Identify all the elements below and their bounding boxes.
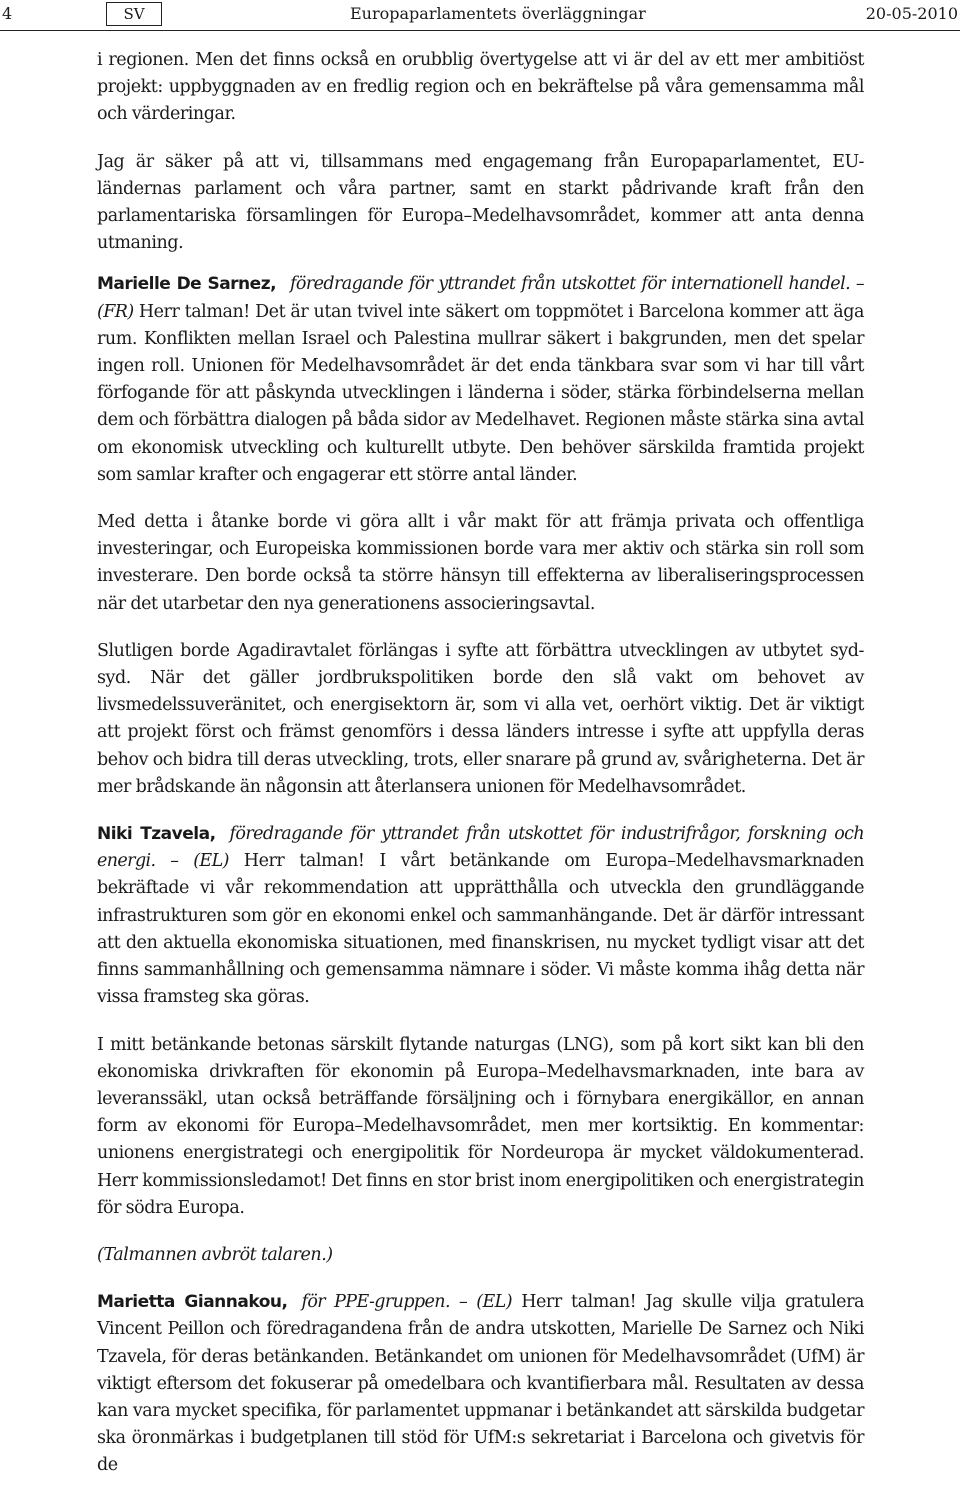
paragraph-text: i regionen. Men det finns också en orubblig övertygelse att vi är del av ett mer ambitiöst projekt: uppbyggnaden av en fredlig region och en bekräftelse på våra gemensamma mål och värderingar. <box>97 50 864 125</box>
speech-tzavela <box>97 821 864 1011</box>
paragraph <box>97 638 864 801</box>
speech-text: Herr talman! Jag skulle vilja gratulera Vincent Peillon och föredragandena från de andra utskotten, Marielle De Sarnez och Niki Tzavela, för deras betänkanden. Betänkandet om unionen för Medelhavsområdet (UfM) är viktigt eftersom det fokuserar på omedelbara och kvantifierbara mål. Resultaten av dessa kan vara mycket specifika, för parlamentet uppmanar i betänkandet att särskilda budgetar ska öronmärkas i budgetplanen till stöd för UfM:s sekretariat i Barcelona och givetvis för de <box>97 1292 864 1476</box>
speech-giannakou <box>97 1289 864 1479</box>
stage-direction-text: (Talmannen avbröt talaren.) <box>97 1244 333 1265</box>
language-code-box: SV <box>106 2 162 26</box>
paragraph <box>97 149 864 258</box>
paragraph-continuation <box>97 47 864 129</box>
speaker-role: föredragande för yttrandet från utskottet för industrifrågor, forskning och energi. – (EL) <box>97 824 864 872</box>
speaker-name: Marietta Giannakou, <box>97 1292 288 1313</box>
speech-de-sarnez <box>97 271 864 489</box>
paragraph-text: I mitt betänkande betonas särskilt flytande naturgas (LNG), som på kort sikt kan bli den ekonomiska drivkraften för ekonomin på Europa–Medelhavsmarknaden, inte bara av leveranssäkl, utan också beträffande försäljning och i förnybara energikällor, en annan form av ekonomi för Europa–Medelhavsområdet, men mer kortsiktig. En kommentar: unionens energistrategi och energipolitik för Nordeuropa är mycket väldokumenterad. Herr kommissionsledamot! Det finns en stor brist inom energipolitiken och energistrategin för södra Europa. <box>97 1034 864 1218</box>
paragraph-text: Slutligen borde Agadiravtalet förlängas i syfte att förbättra utvecklingen av utbytet syd-syd. När det gäller jordbrukspolitiken borde den slå vakt om behovet av livsmedelssuveränitet, och energisektorn är, som vi alla vet, oerhört viktig. Det är viktigt att projekt först och främst genomförs i dessa länders intresse i syfte att uppfylla deras behov och bidra till deras utveckling, trots, eller snarare på grund av, svårigheterna. Det är mer brådskande än någonsin att återlansera unionen för Medelhavsområdet. <box>97 640 864 797</box>
speaker-role: för PPE-gruppen. – (EL) <box>301 1292 512 1313</box>
paragraph-text: Jag är säker på att vi, tillsammans med engagemang från Europaparlamentet, EU-ländernas parlament och våra partner, samt en starkt pådrivande kraft från den parlamentariska församlingen för Europa–Medelhavsområdet, kommer att anta denna utmaning. <box>97 151 864 254</box>
page-header <box>0 0 960 31</box>
stage-direction <box>97 1242 864 1269</box>
page-number: 4 <box>2 4 13 23</box>
speech-text: Herr talman! Det är utan tvivel inte säkert om toppmötet i Barcelona kommer att äga rum. Konflikten mellan Israel och Palestina mullrar säkert i bakgrunden, men det spelar ingen roll. Unionen för Medelhavsområdet är det enda tänkbara svar som vi har till vårt förfogande för att påskynda utvecklingen i länderna i söder, stärka förbindelserna mellan dem och förbättra dialogen på båda sidor av Medelhavet. Regionen måste stärka sina avtal om ekonomisk utveckling och kulturellt utbyte. Den behöver särskilda framtida projekt som samlar krafter och engagerar ett större antal länder. <box>97 301 864 485</box>
speaker-name: Niki Tzavela, <box>97 824 216 845</box>
paragraph <box>97 1032 864 1222</box>
publication-date: 20-05-2010 <box>865 4 958 23</box>
publication-title: Europaparlamentets överläggningar <box>350 4 646 23</box>
speaker-name: Marielle De Sarnez, <box>97 274 277 295</box>
document-body <box>97 47 864 1500</box>
paragraph-text: Med detta i åtanke borde vi göra allt i vår makt för att främja privata och offentliga investeringar, och Europeiska kommissionen borde vara mer aktiv och stärka sin roll som investerare. Den borde också ta större hänsyn till effekterna av liberaliseringsprocessen när det utarbetar den nya generationens associeringsavtal. <box>97 512 864 614</box>
speaker-role: föredragande för yttrandet från utskottet för internationell handel. – (FR) <box>97 274 864 322</box>
speech-text: Herr talman! I vårt betänkande om Europa–Medelhavsmarknaden bekräftade vi vår rekommendation att upprätthålla och utveckla den grundläggande infrastrukturen som gör en ekonomi enkel och sammanhängande. Det är därför intressant att den aktuella ekonomiska situationen, med finanskrisen, nu mycket tydligt visar att det finns sammanhållning och gemensamma nämnare i söder. Vi måste komma ihåg detta när vissa framsteg ska göras. <box>97 851 864 1008</box>
paragraph <box>97 509 864 618</box>
